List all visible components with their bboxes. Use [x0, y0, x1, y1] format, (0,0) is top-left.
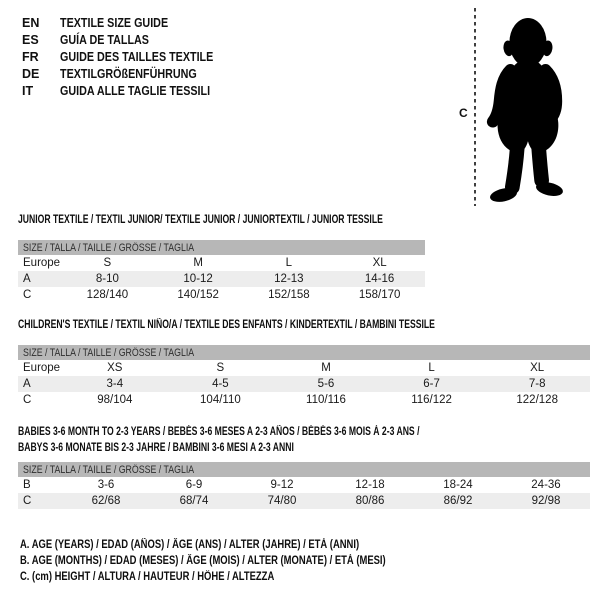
table-cell: 6-7: [379, 376, 485, 392]
table-cell: S: [103, 257, 112, 269]
legend-item-text: B. AGE (MONTHS) / EDAD (MESES) / ÂGE (MOIS) / ALTER (MONATE) / ETÀ (MESI): [20, 555, 386, 567]
table-cell: 92/98: [502, 493, 590, 509]
table-cell: 110/116: [306, 394, 346, 406]
size-header-text: SIZE / TALLA / TAILLE / GRÖSSE / TAGLIA: [23, 346, 195, 359]
junior-size-table: [18, 240, 425, 303]
table-row: [18, 376, 590, 392]
table-row: [18, 287, 425, 303]
table-cell: S: [216, 362, 225, 374]
table-cell: 12-13: [244, 271, 335, 287]
table-title-line: [18, 424, 590, 440]
table-cell: 14-16: [334, 271, 425, 287]
language-title-text: GUIDE DES TAILLES TEXTILE: [60, 49, 214, 64]
table-cell: XL: [530, 362, 545, 374]
legend-item: [20, 537, 466, 553]
table-row: [18, 255, 425, 271]
table-cell: 140/152: [177, 289, 219, 301]
table-cell: 74/80: [238, 493, 326, 509]
table-title-text: BABYS 3-6 MONATE BIS 2-3 JAHRE / BAMBINI 3-6 MESI A 2-3 ANNI: [18, 442, 294, 454]
table-row: [18, 493, 590, 509]
language-row: [22, 14, 238, 31]
language-title: [60, 67, 219, 81]
table-cell: M: [193, 257, 203, 269]
table-title-line: [18, 212, 425, 228]
table-cell: 3-4: [62, 376, 168, 392]
baby-silhouette-icon: [482, 8, 570, 206]
language-title-list: [22, 14, 238, 99]
table-cell: 9-12: [270, 479, 294, 491]
height-measure-label: C: [459, 106, 468, 120]
table-title-text: JUNIOR TEXTILE / TEXTIL JUNIOR/ TEXTILE JUNIOR / JUNIORTEXTIL / JUNIOR TESSILE: [18, 214, 383, 226]
table-cell: 68/74: [150, 493, 238, 509]
language-row: [22, 65, 238, 82]
table-cell: 80/86: [326, 493, 414, 509]
table-cell: 116/122: [411, 394, 452, 406]
table-title-text: CHILDREN'S TEXTILE / TEXTIL NIÑO/A / TEXTILE DES ENFANTS / KINDERTEXTIL / BAMBINI TESSILE: [18, 319, 435, 331]
table-cell: M: [321, 362, 331, 374]
table-cell: 3-6: [97, 479, 115, 491]
table-cell: 24-36: [531, 479, 561, 491]
height-measure-line: [474, 8, 476, 206]
table-cell: 158/170: [358, 289, 401, 301]
table-cell: L: [428, 362, 435, 374]
row-label: C: [18, 493, 62, 509]
language-code: DE: [22, 66, 40, 81]
row-label: Europe: [23, 257, 61, 269]
language-title-text: GUIDA ALLE TAGLIE TESSILI: [60, 83, 211, 98]
table-cell: XS: [107, 362, 123, 374]
size-header-row: [18, 462, 590, 477]
table-cell: 5-6: [273, 376, 379, 392]
legend-item-text: C. (cm) HEIGHT / ALTURA / HAUTEUR / HÖHE / ALTEZZA: [20, 571, 275, 583]
size-header-bar: [18, 462, 590, 477]
language-code: ES: [22, 32, 39, 47]
language-title-text: TEXTILGRÖßENFÜHRUNG: [60, 66, 197, 81]
table-cell: 7-8: [484, 376, 590, 392]
table-cell: 18-24: [443, 479, 473, 491]
junior-section: [18, 212, 425, 303]
language-title: [60, 33, 163, 47]
size-header-bar: [18, 240, 425, 255]
table-row: [18, 392, 590, 408]
row-label: C: [23, 394, 32, 406]
size-header-text: SIZE / TALLA / TAILLE / GRÖSSE / TAGLIA: [23, 241, 195, 254]
table-cell: 6-9: [185, 479, 203, 491]
table-cell: 122/128: [516, 394, 558, 406]
language-title-text: TEXTILE SIZE GUIDE: [60, 15, 169, 30]
language-row: [22, 48, 238, 65]
row-label: C: [23, 289, 32, 301]
table-cell: XL: [372, 257, 387, 269]
table-cell: 152/158: [268, 289, 310, 301]
size-header-row: [18, 240, 425, 255]
table-row: [18, 271, 425, 287]
legend-item-text: A. AGE (YEARS) / EDAD (AÑOS) / ÂGE (ANS) / ALTER (JAHRE) / ETÀ (ANNI): [20, 539, 360, 551]
table-title-line: [18, 440, 590, 456]
table-cell: 104/110: [200, 394, 241, 406]
table-cell: 4-5: [168, 376, 274, 392]
table-cell: 8-10: [62, 271, 153, 287]
babies-size-table: [18, 462, 590, 509]
row-label: B: [23, 479, 31, 491]
language-title: [60, 84, 235, 98]
language-title-text: GUÍA DE TALLAS: [60, 32, 149, 47]
language-row: [22, 82, 238, 99]
table-cell: 12-18: [355, 479, 385, 491]
row-label: A: [18, 376, 62, 392]
child-figure-area: [450, 0, 600, 215]
babies-section-title: [18, 424, 590, 456]
legend-item: [20, 569, 466, 585]
table-cell: L: [285, 257, 293, 269]
table-title-line: [18, 317, 590, 333]
table-cell: 62/68: [62, 493, 150, 509]
table-cell: 98/104: [97, 394, 133, 406]
children-section: [18, 317, 590, 408]
language-code: FR: [22, 49, 39, 64]
children-size-table: [18, 345, 590, 408]
table-row: [18, 477, 590, 493]
table-title-text: BABIES 3-6 MONTH TO 2-3 YEARS / BEBÉS 3-6 MESES A 2-3 AÑOS / BÉBÉS 3-6 MOIS À 2-3 ANS /: [18, 426, 420, 438]
legend-list: [20, 537, 466, 585]
language-code: IT: [22, 83, 34, 98]
row-label: Europe: [23, 362, 61, 374]
row-label: A: [18, 271, 62, 287]
babies-section: [18, 424, 590, 509]
children-section-title: [18, 317, 590, 333]
size-header-bar: [18, 345, 590, 360]
language-row: [22, 31, 238, 48]
size-header-row: [18, 345, 590, 360]
language-code: EN: [22, 15, 40, 30]
table-cell: 10-12: [153, 271, 244, 287]
junior-section-title: [18, 212, 425, 228]
table-row: [18, 360, 590, 376]
language-title: [60, 16, 186, 30]
size-header-text: SIZE / TALLA / TAILLE / GRÖSSE / TAGLIA: [23, 463, 195, 476]
table-cell: 86/92: [414, 493, 502, 509]
language-title: [60, 50, 238, 64]
legend-item: [20, 553, 466, 569]
table-cell: 128/140: [86, 289, 129, 301]
